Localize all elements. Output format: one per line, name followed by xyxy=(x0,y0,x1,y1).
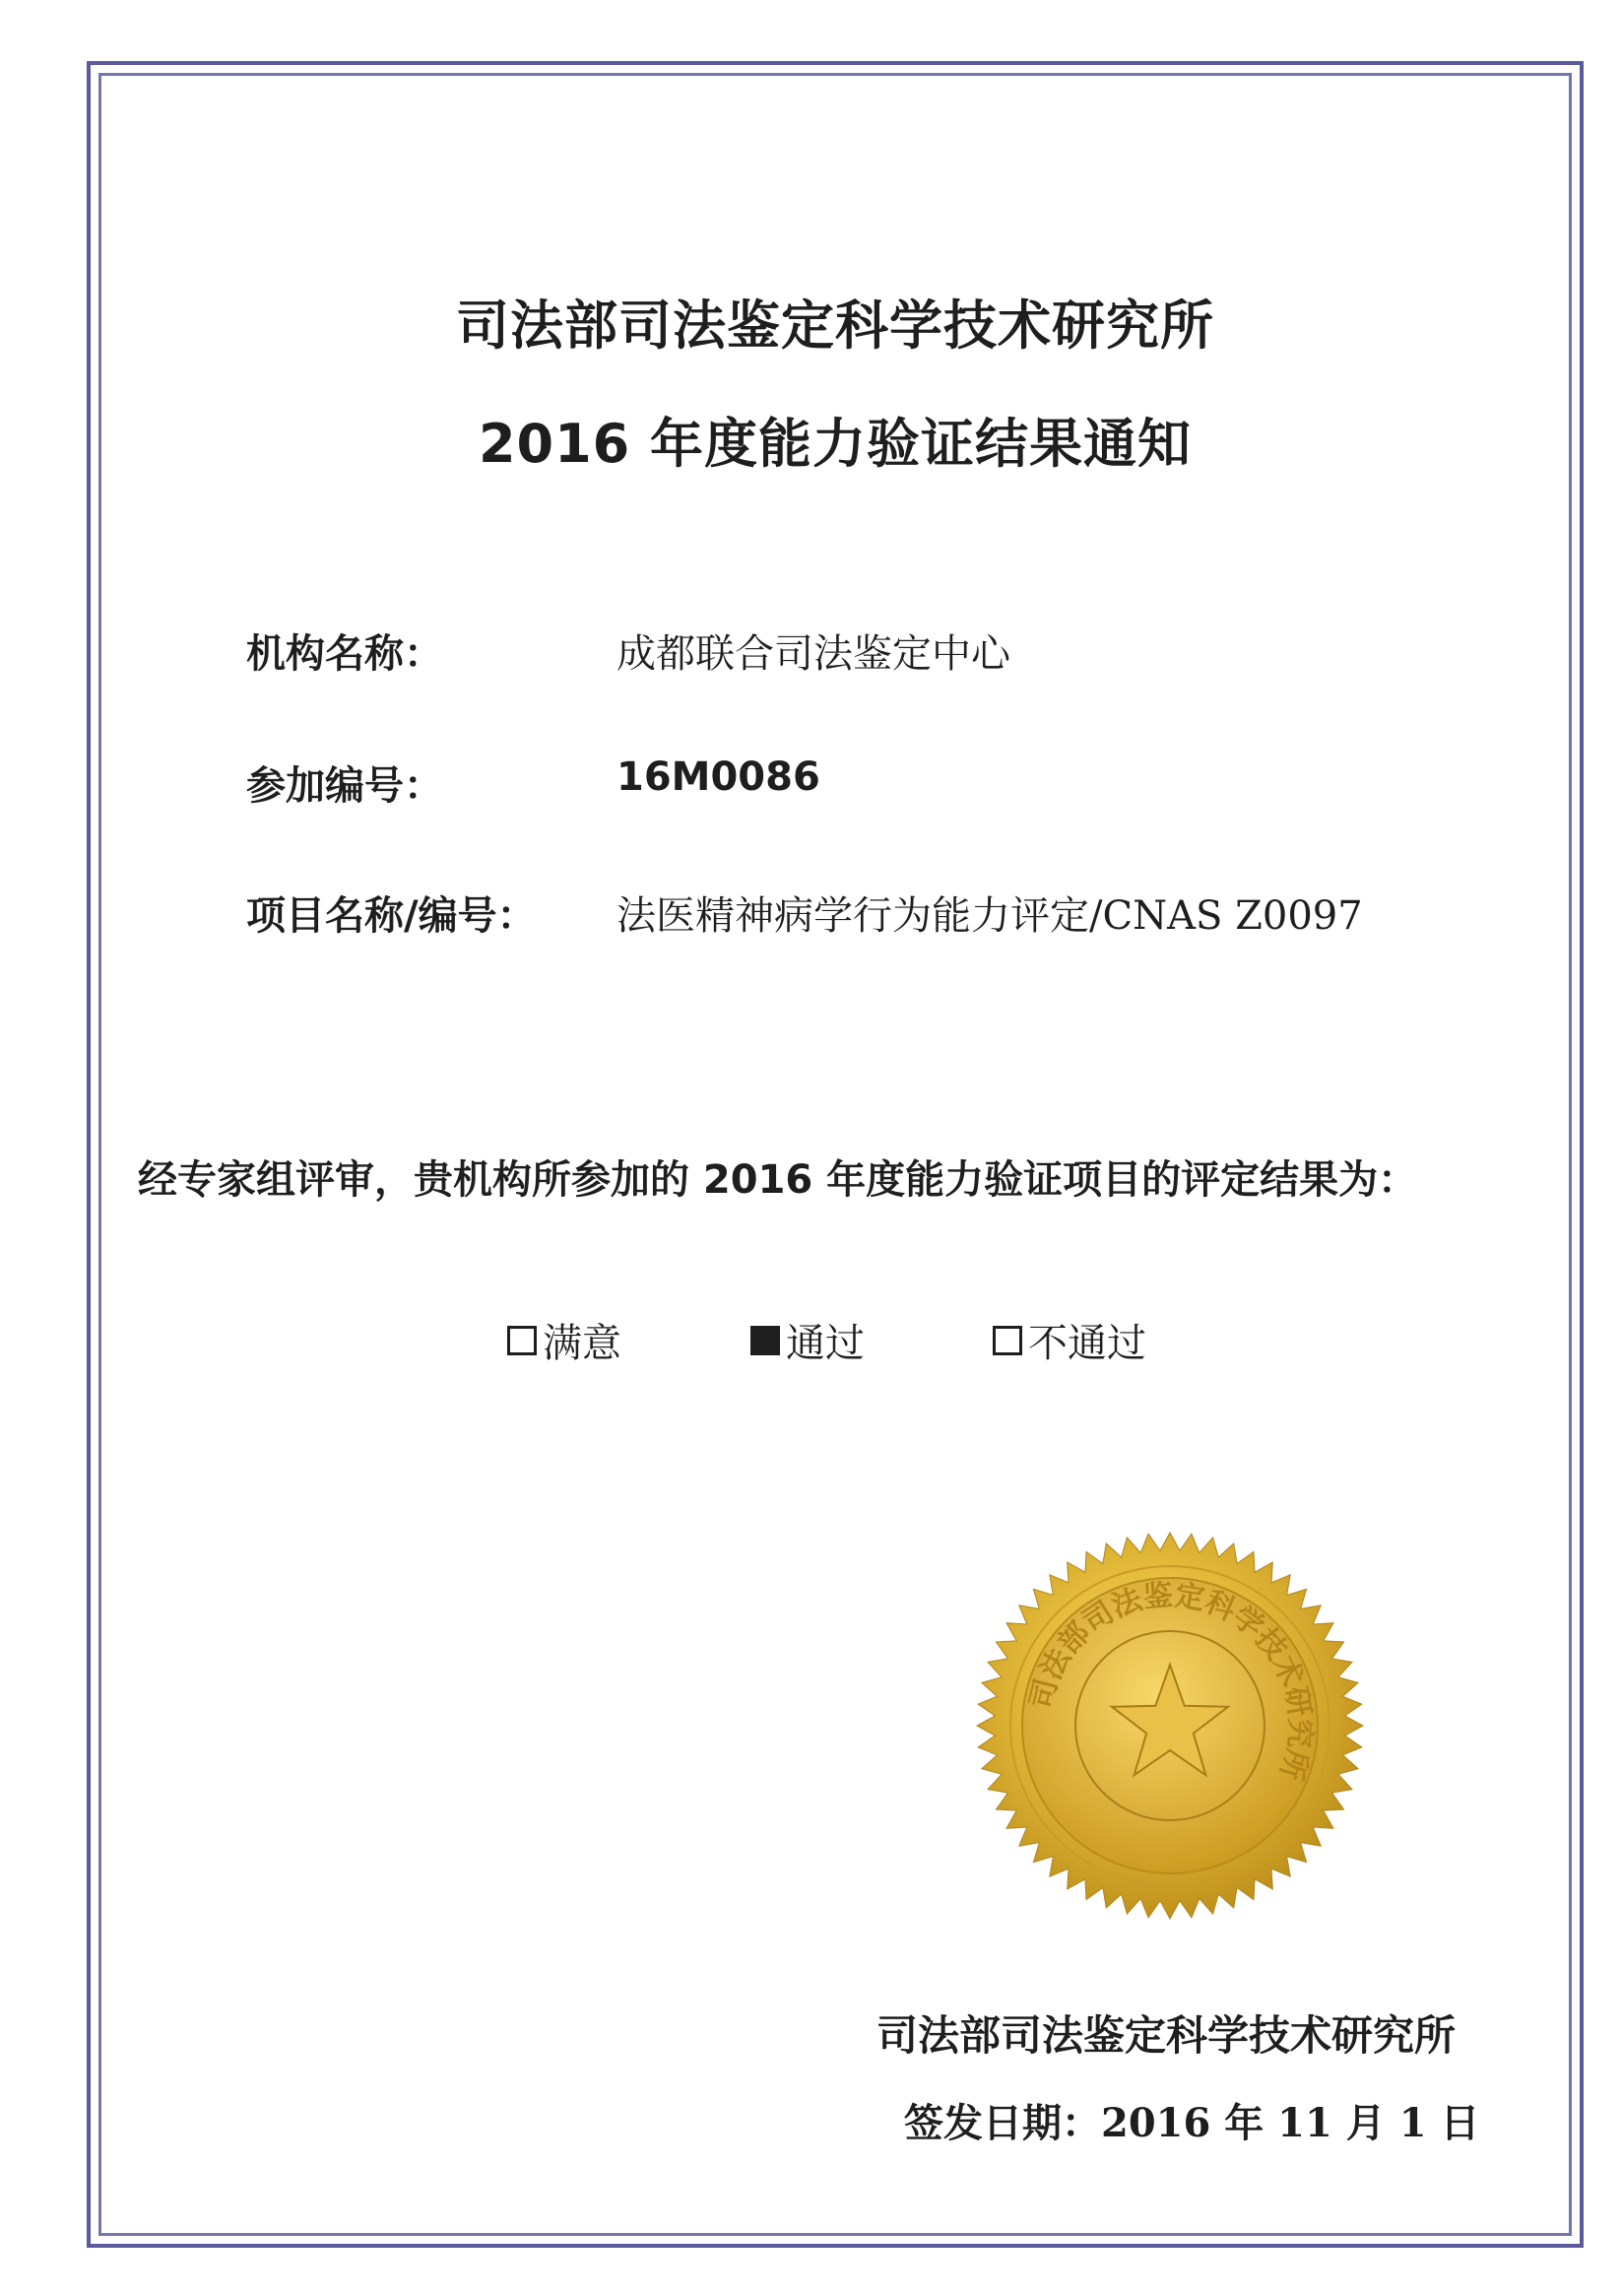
issue-date xyxy=(904,2092,1479,2148)
option-pass xyxy=(750,1312,865,1368)
title-notice: 2016 年度能力验证结果通知 xyxy=(478,413,1193,475)
option-label: 满意 xyxy=(543,1321,621,1366)
option-label: 通过 xyxy=(786,1321,865,1366)
issue-date-value: 2016 年 11 月 1 日 xyxy=(1101,2100,1480,2146)
org-value: 成都联合司法鉴定中心 xyxy=(616,631,1010,677)
option-satisfied xyxy=(507,1312,621,1368)
issue-date-label: 签发日期： xyxy=(904,2101,1101,2146)
result-options xyxy=(0,1312,1621,1371)
org-label: 机构名称： xyxy=(246,631,443,677)
checkbox-empty-icon xyxy=(507,1326,537,1355)
checkbox-checked-icon xyxy=(750,1326,780,1355)
issuer-name: 司法部司法鉴定科学技术研究所 xyxy=(876,2011,1457,2060)
id-label: 参加编号： xyxy=(246,763,443,809)
checkbox-empty-icon xyxy=(993,1326,1022,1355)
title-institute: 司法部司法鉴定科学技术研究所 xyxy=(456,295,1214,357)
result-statement: 经专家组评审，贵机构所参加的 2016 年度能力验证项目的评定结果为： xyxy=(138,1157,1418,1203)
option-fail xyxy=(993,1312,1146,1368)
project-label: 项目名称/编号： xyxy=(246,893,537,939)
id-value: 16M0086 xyxy=(616,754,820,800)
project-value: 法医精神病学行为能力评定/CNAS Z0097 xyxy=(616,893,1363,939)
gold-seal-icon xyxy=(973,1529,1367,1923)
svg-text:司法部司法鉴定科学技术研究所: 司法部司法鉴定科学技术研究所 xyxy=(1023,1578,1318,1785)
option-label: 不通过 xyxy=(1028,1321,1146,1366)
